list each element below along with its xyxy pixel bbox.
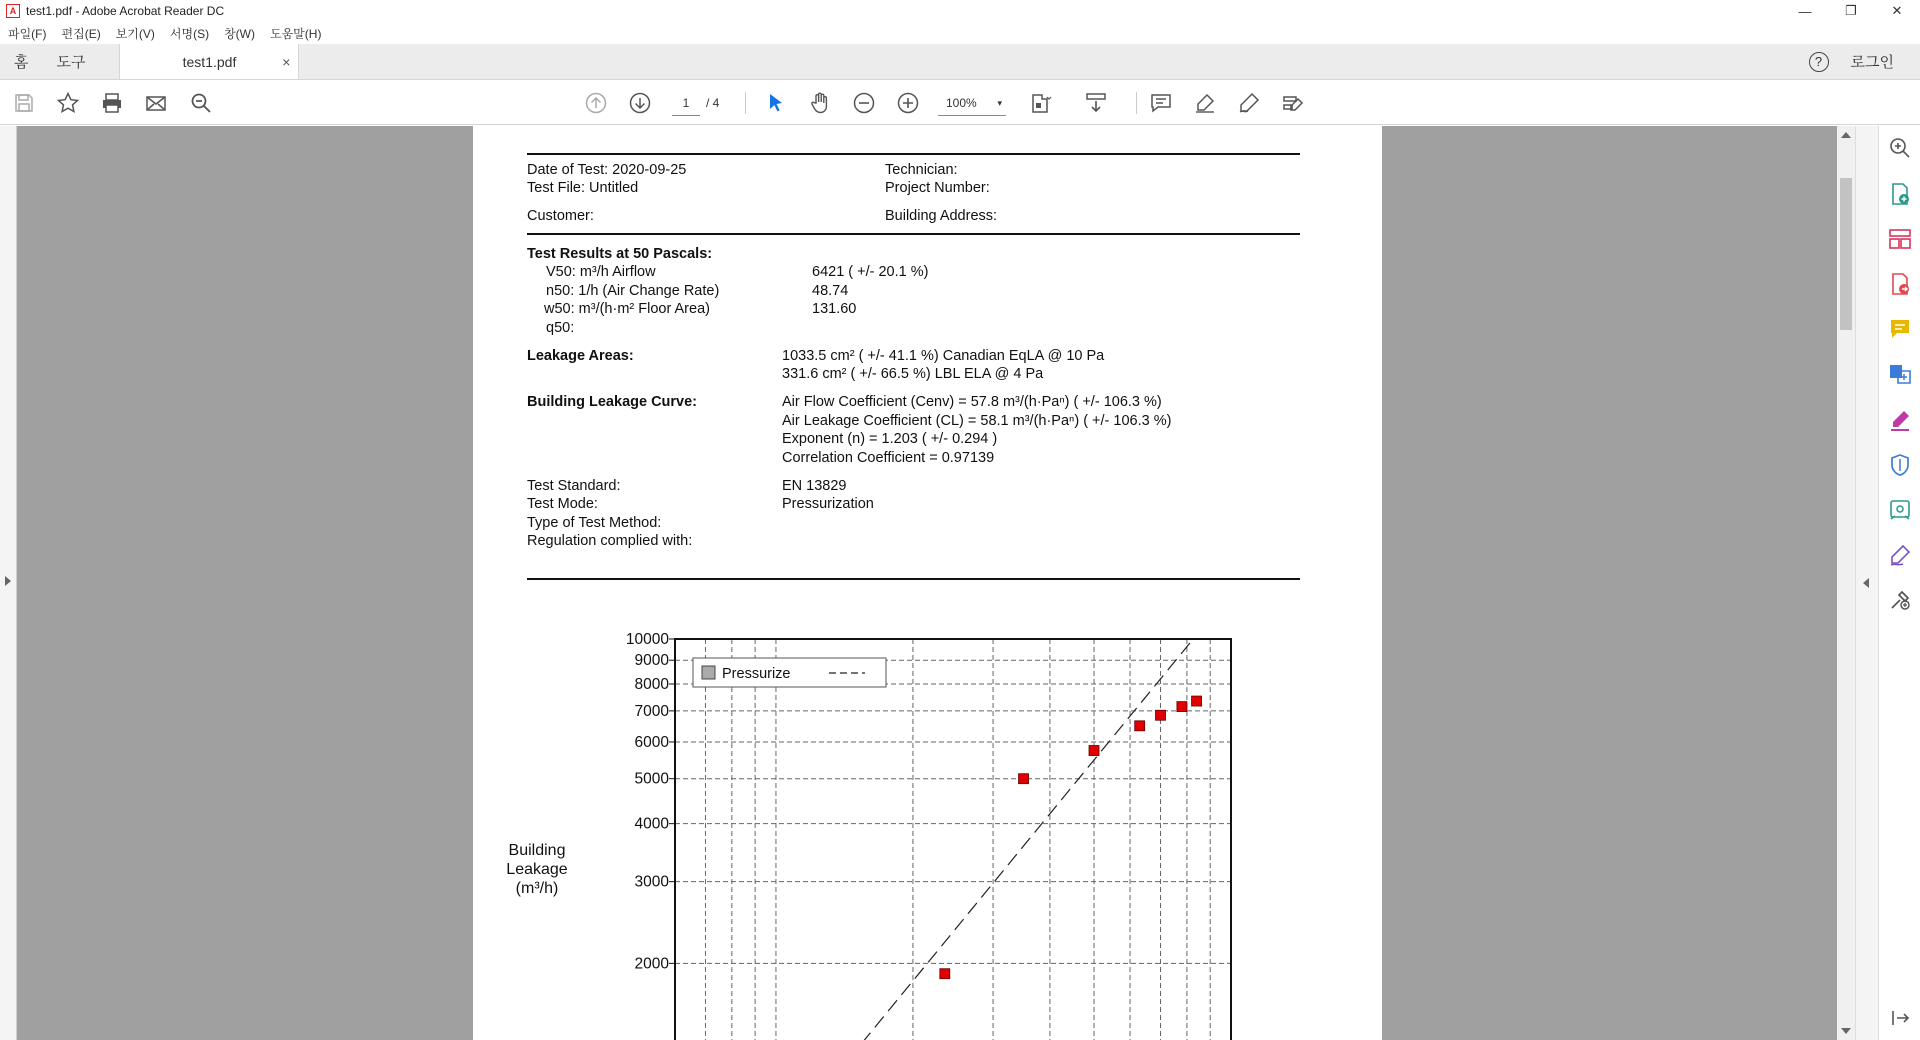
curve-heading: Building Leakage Curve: [527,394,698,410]
pdf-icon: A [6,4,20,18]
window-title-bar [0,0,1920,22]
zoom-in-icon[interactable] [896,91,920,115]
signin-button[interactable]: 로그인 [1850,54,1894,71]
legend-marker [702,666,715,679]
page-total: / 4 [706,96,720,110]
sign-icon[interactable] [1237,91,1261,115]
curve-line: Air Leakage Coefficient (CL) = 58.1 m³/(h·Paⁿ) ( +/- 106.3 %) [782,413,1172,429]
technician: Technician: [885,162,958,178]
menu-bar [0,22,1920,44]
y-tick-label: 2000 [634,955,669,973]
date-of-test: Date of Test: 2020-09-25 [527,162,687,178]
toolbar-divider [1136,92,1137,114]
data-point [1177,702,1187,712]
curve-line: Exponent (n) = 1.203 ( +/- 0.294 ) [782,431,998,447]
menu-edit[interactable]: 편집(E) [61,26,101,41]
main-toolbar [0,81,1920,125]
data-point [1089,746,1099,756]
menu-sign[interactable]: 서명(S) [169,26,210,41]
scroll-down-icon[interactable] [1841,1028,1851,1034]
protect-icon[interactable] [1888,453,1912,477]
result-label: w50: m³/(h·m² Floor Area) [544,301,710,317]
y-axis-label: Leakage [506,861,568,878]
left-panel-toggle[interactable] [0,126,17,1040]
zoom-out-icon[interactable] [852,91,876,115]
zoom-level-select[interactable] [938,90,1006,116]
bookmark-star-icon[interactable] [56,91,80,115]
leakage-area-line: 331.6 cm² ( +/- 66.5 %) LBL ELA @ 4 Pa [782,366,1044,382]
close-icon[interactable]: ✕ [1891,3,1903,18]
tab-document-label: test1.pdf [182,53,237,70]
tools-sidebar [1878,126,1920,1040]
expand-left-icon [5,576,11,586]
chevron-down-icon: ▾ [997,98,1002,108]
minimize-icon[interactable]: — [1798,3,1812,19]
export-pdf-icon[interactable] [1888,272,1912,296]
comment-icon[interactable] [1149,91,1173,115]
curve-line: Correlation Coefficient = 0.97139 [782,450,995,466]
tab-home[interactable]: 홈 [14,54,29,71]
y-tick-label: 4000 [634,815,669,833]
standard-label: Regulation complied with: [527,533,693,549]
right-panel-toggle[interactable] [1855,126,1878,1040]
result-value: 131.60 [812,301,857,317]
menu-file[interactable]: 파일(F) [8,26,47,41]
standard-label: Type of Test Method: [527,515,662,531]
menu-view[interactable]: 보기(V) [115,26,155,41]
hand-tool-icon[interactable] [808,91,832,115]
data-point [1156,710,1166,720]
y-tick-label: 3000 [634,873,669,891]
toolbar-divider [745,92,746,114]
scroll-thumb[interactable] [1840,178,1852,330]
result-value: 6421 ( +/- 20.1 %) [812,264,929,280]
page-fit-icon[interactable] [1028,91,1052,115]
window-title: test1.pdf - Adobe Acrobat Reader DC [26,4,225,18]
next-page-icon[interactable] [628,91,652,115]
request-signature-icon[interactable] [1888,543,1912,567]
y-tick-label: 5000 [634,770,669,788]
select-cursor-icon[interactable] [764,91,788,115]
y-axis-label: (m³/h) [515,880,559,897]
page-number-input[interactable]: 1 [672,90,700,116]
vertical-scrollbar[interactable] [1837,126,1855,1040]
search-icon[interactable] [189,91,213,115]
project-number: Project Number: [885,180,990,196]
result-label: q50: [546,320,575,336]
scroll-mode-icon[interactable] [1084,91,1108,115]
y-tick-label: 7000 [634,702,669,720]
leakage-areas-heading: Leakage Areas: [527,348,634,364]
tab-document[interactable] [119,44,299,79]
result-label: n50: 1/h (Air Change Rate) [546,283,720,299]
pdf-page [473,126,1382,1040]
zoom-search-icon[interactable] [1888,136,1912,160]
collapse-right-icon [1863,578,1869,588]
help-icon[interactable]: ? [1809,52,1829,72]
y-axis-label: Building [508,842,566,859]
more-tools-icon[interactable] [1888,588,1912,612]
customer: Customer: [527,208,594,224]
tab-tools[interactable]: 도구 [56,54,86,71]
data-point [1135,721,1145,731]
standard-value: Pressurization [782,496,874,512]
highlight-icon[interactable] [1193,91,1217,115]
test-file: Test File: Untitled [527,180,639,196]
comment-tool-icon[interactable] [1888,317,1912,341]
fill-sign-icon[interactable] [1281,91,1305,115]
data-point [940,969,950,979]
print-icon[interactable] [100,91,124,115]
tab-bar [0,44,1920,80]
menu-window[interactable]: 창(W) [224,26,255,41]
restore-icon[interactable]: ❐ [1845,3,1857,18]
prev-page-icon[interactable] [584,91,608,115]
curve-line: Air Flow Coefficient (Cenv) = 57.8 m³/(h·Paⁿ) ( +/- 106.3 %) [782,394,1162,410]
zoom-level-value: 100% [946,96,977,110]
edit-pdf-icon[interactable] [1888,362,1912,386]
legend-label: Pressurize [722,666,791,682]
close-tab-icon[interactable]: × [282,53,291,70]
result-label: V50: m³/h Airflow [546,264,656,280]
email-icon[interactable] [144,91,168,115]
standard-label: Test Standard: [527,478,621,494]
result-value: 48.74 [812,283,849,299]
menu-help[interactable]: 도움말(H) [270,26,322,41]
data-point [1192,696,1202,706]
standard-value: EN 13829 [782,478,847,494]
create-pdf-icon[interactable] [1888,182,1912,206]
plot-frame [675,639,1231,1040]
fill-and-sign-icon[interactable] [1888,408,1912,432]
y-tick-label: 6000 [634,733,669,751]
building-address: Building Address: [885,208,998,224]
collapse-panel-icon[interactable] [1888,1006,1912,1030]
standard-label: Test Mode: [527,496,598,512]
leakage-chart [473,126,1382,1040]
leakage-area-line: 1033.5 cm² ( +/- 41.1 %) Canadian EqLA @ 10 Pa [782,348,1105,364]
scroll-up-icon[interactable] [1841,132,1851,138]
organize-pages-icon[interactable] [1888,227,1912,251]
results-heading: Test Results at 50 Pascals: [527,246,713,262]
data-point [1019,774,1029,784]
send-for-review-icon[interactable] [1888,498,1912,522]
y-tick-label: 10000 [625,631,669,648]
save-icon[interactable] [12,91,36,115]
y-tick-label: 8000 [634,675,669,693]
y-tick-label: 9000 [634,652,669,670]
